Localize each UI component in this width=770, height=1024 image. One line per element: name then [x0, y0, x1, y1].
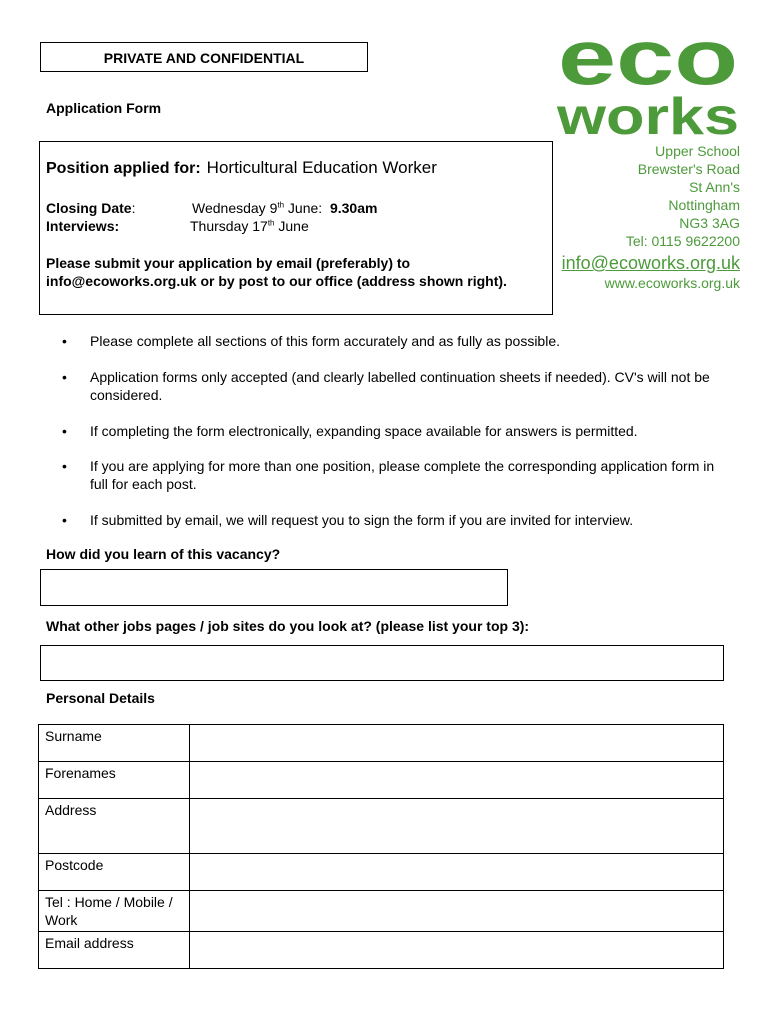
email-address-label: Email address	[39, 932, 190, 969]
logo-eco-text: eco	[558, 22, 738, 101]
position-label: Position applied for:	[46, 160, 201, 177]
position-box	[39, 141, 553, 315]
logo-works-text: works	[556, 88, 739, 136]
telephone-label: Tel : Home / Mobile / Work	[39, 891, 190, 932]
address-line: Upper School	[655, 143, 740, 159]
list-item: • If you are applying for more than one position, please complete the corresponding application form in full for each post.	[62, 458, 715, 492]
table-row	[39, 799, 724, 854]
website-link[interactable]: www.ecoworks.org.uk	[604, 275, 740, 291]
postcode-label: Postcode	[39, 854, 190, 891]
vacancy-answer-field[interactable]	[40, 569, 508, 606]
ecoworks-logo	[556, 22, 740, 136]
vacancy-question: How did you learn of this vacancy?	[46, 546, 281, 562]
address-line: Brewster's Road	[637, 161, 740, 177]
personal-details-heading: Personal Details	[46, 690, 155, 706]
interviews-label: Interviews:	[46, 218, 120, 234]
submit-instructions: Please submit your application by email (preferably) to info@ecoworks.org.uk or by post to our office (address shown right).	[46, 255, 507, 289]
bullet-icon: •	[62, 512, 67, 528]
list-item: • Application forms only accepted (and clearly labelled continuation sheets if needed). CV's will not be considered.	[62, 369, 710, 403]
position-heading	[46, 158, 437, 178]
position-job: Horticultural Education Worker	[206, 158, 437, 177]
jobsites-answer-field[interactable]	[40, 645, 724, 681]
bullet-icon: •	[62, 333, 67, 349]
telephone-field[interactable]	[190, 891, 724, 932]
table-row	[39, 762, 724, 799]
address-line: Nottingham	[668, 197, 740, 213]
table-row	[39, 854, 724, 891]
forenames-label: Forenames	[39, 762, 190, 799]
interviews-value: Thursday 17th June	[190, 218, 309, 234]
jobsites-question: What other jobs pages / job sites do you look at? (please list your top 3):	[46, 618, 530, 634]
address-line: NG3 3AG	[679, 215, 740, 231]
table-row	[39, 932, 724, 969]
email-address-field[interactable]	[190, 932, 724, 969]
bullet-icon: •	[62, 423, 67, 439]
address-field[interactable]	[190, 799, 724, 854]
address-phone: Tel: 0115 9622200	[625, 233, 740, 249]
instructions-list	[62, 332, 722, 529]
surname-field[interactable]	[190, 725, 724, 762]
forenames-field[interactable]	[190, 762, 724, 799]
table-row	[39, 891, 724, 932]
form-title: Application Form	[46, 100, 162, 116]
address-label: Address	[39, 799, 190, 854]
bullet-icon: •	[62, 458, 67, 474]
address-block	[562, 142, 740, 292]
list-item: • If completing the form electronically, expanding space available for answers is permitted.	[62, 423, 638, 439]
closing-date-value: Wednesday 9th June: 9.30am	[192, 200, 378, 216]
email-link[interactable]: info@ecoworks.org.uk	[561, 253, 740, 273]
bullet-icon: •	[62, 369, 67, 385]
closing-date-label: Closing Date:	[46, 200, 136, 216]
postcode-field[interactable]	[190, 854, 724, 891]
personal-details-table	[38, 724, 724, 969]
confidential-label: PRIVATE AND CONFIDENTIAL	[40, 42, 368, 72]
address-line: St Ann's	[689, 179, 740, 195]
list-item: • Please complete all sections of this form accurately and as fully as possible.	[62, 333, 561, 349]
surname-label: Surname	[39, 725, 190, 762]
table-row	[39, 725, 724, 762]
list-item: • If submitted by email, we will request you to sign the form if you are invited for interview.	[62, 512, 634, 528]
